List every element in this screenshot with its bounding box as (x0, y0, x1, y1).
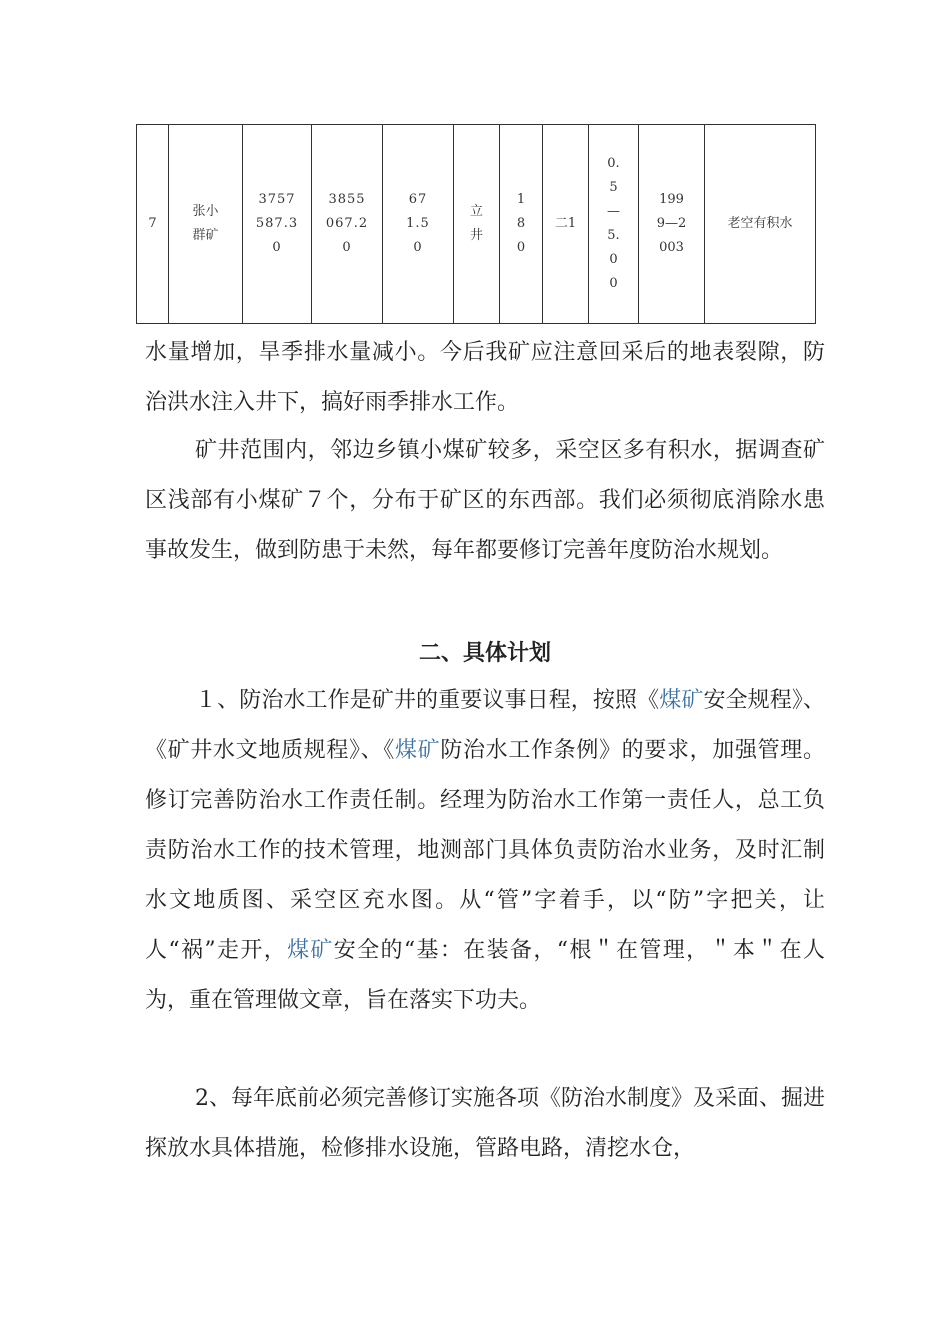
cell-no: 7 (137, 125, 169, 324)
paragraph-plan-2: 2、每年底前必须完善修订实施各项《防治水制度》及采面、掘进探放水具体措施，检修排水设施，管路电路，清挖水仓， (145, 1086, 825, 1161)
paragraph-plan-1: １、防治水工作是矿井的重要议事日程，按照《煤矿安全规程》、《矿井水文地质规程》、《煤矿防治水工作条例》的要求，加强管理。修订完善防治水工作责任制。经理为防治水工作第一责任人，总工负责防治水工作的技术管理，地测部门具体负责防治水业务，及时汇制水文地质图、采空区充水图。从“管”字着手，以“防”字把关，让人“祸”走开，煤矿安全的“基：在装备，“根＂在管理，＂本＂在人为，重在管理做文章，旨在落实下功夫。 (145, 688, 825, 1013)
cell-mine-name: 张小群矿 (169, 125, 243, 324)
cell-x-coordinate: 3757587.30 (243, 125, 312, 324)
cell-seam: 二1 (543, 125, 589, 324)
cell-thickness: 0.5—5.00 (589, 125, 639, 324)
paragraph-drainage: 水量增加，旱季排水量减小。今后我矿应注意回采后的地表裂隙，防治洪水注入井下，搞好雨季排水工作。 (145, 340, 825, 415)
cell-y-coordinate: 3855067.20 (312, 125, 383, 324)
cell-shaft-type: 立井 (454, 125, 500, 324)
coal-mine-link[interactable]: 煤矿 (287, 938, 334, 963)
coal-mine-link[interactable]: 煤矿 (659, 688, 704, 713)
cell-depth: 180 (500, 125, 543, 324)
cell-note: 老空有积水 (705, 125, 816, 324)
section-heading: 二、具体计划 (418, 640, 551, 666)
coal-mine-link[interactable]: 煤矿 (394, 738, 441, 763)
table-row (137, 125, 816, 324)
coal-mine-table (136, 124, 816, 324)
paragraph-small-mines: 矿井范围内，邻边乡镇小煤矿较多，采空区多有积水，据调查矿区浅部有小煤矿７个，分布于矿区的东西部。我们必须彻底消除水患事故发生，做到防患于未然，每年都要修订完善年度防治水规划。 (145, 438, 825, 563)
cell-elevation: 671.50 (383, 125, 454, 324)
cell-years: 1999—2003 (639, 125, 705, 324)
